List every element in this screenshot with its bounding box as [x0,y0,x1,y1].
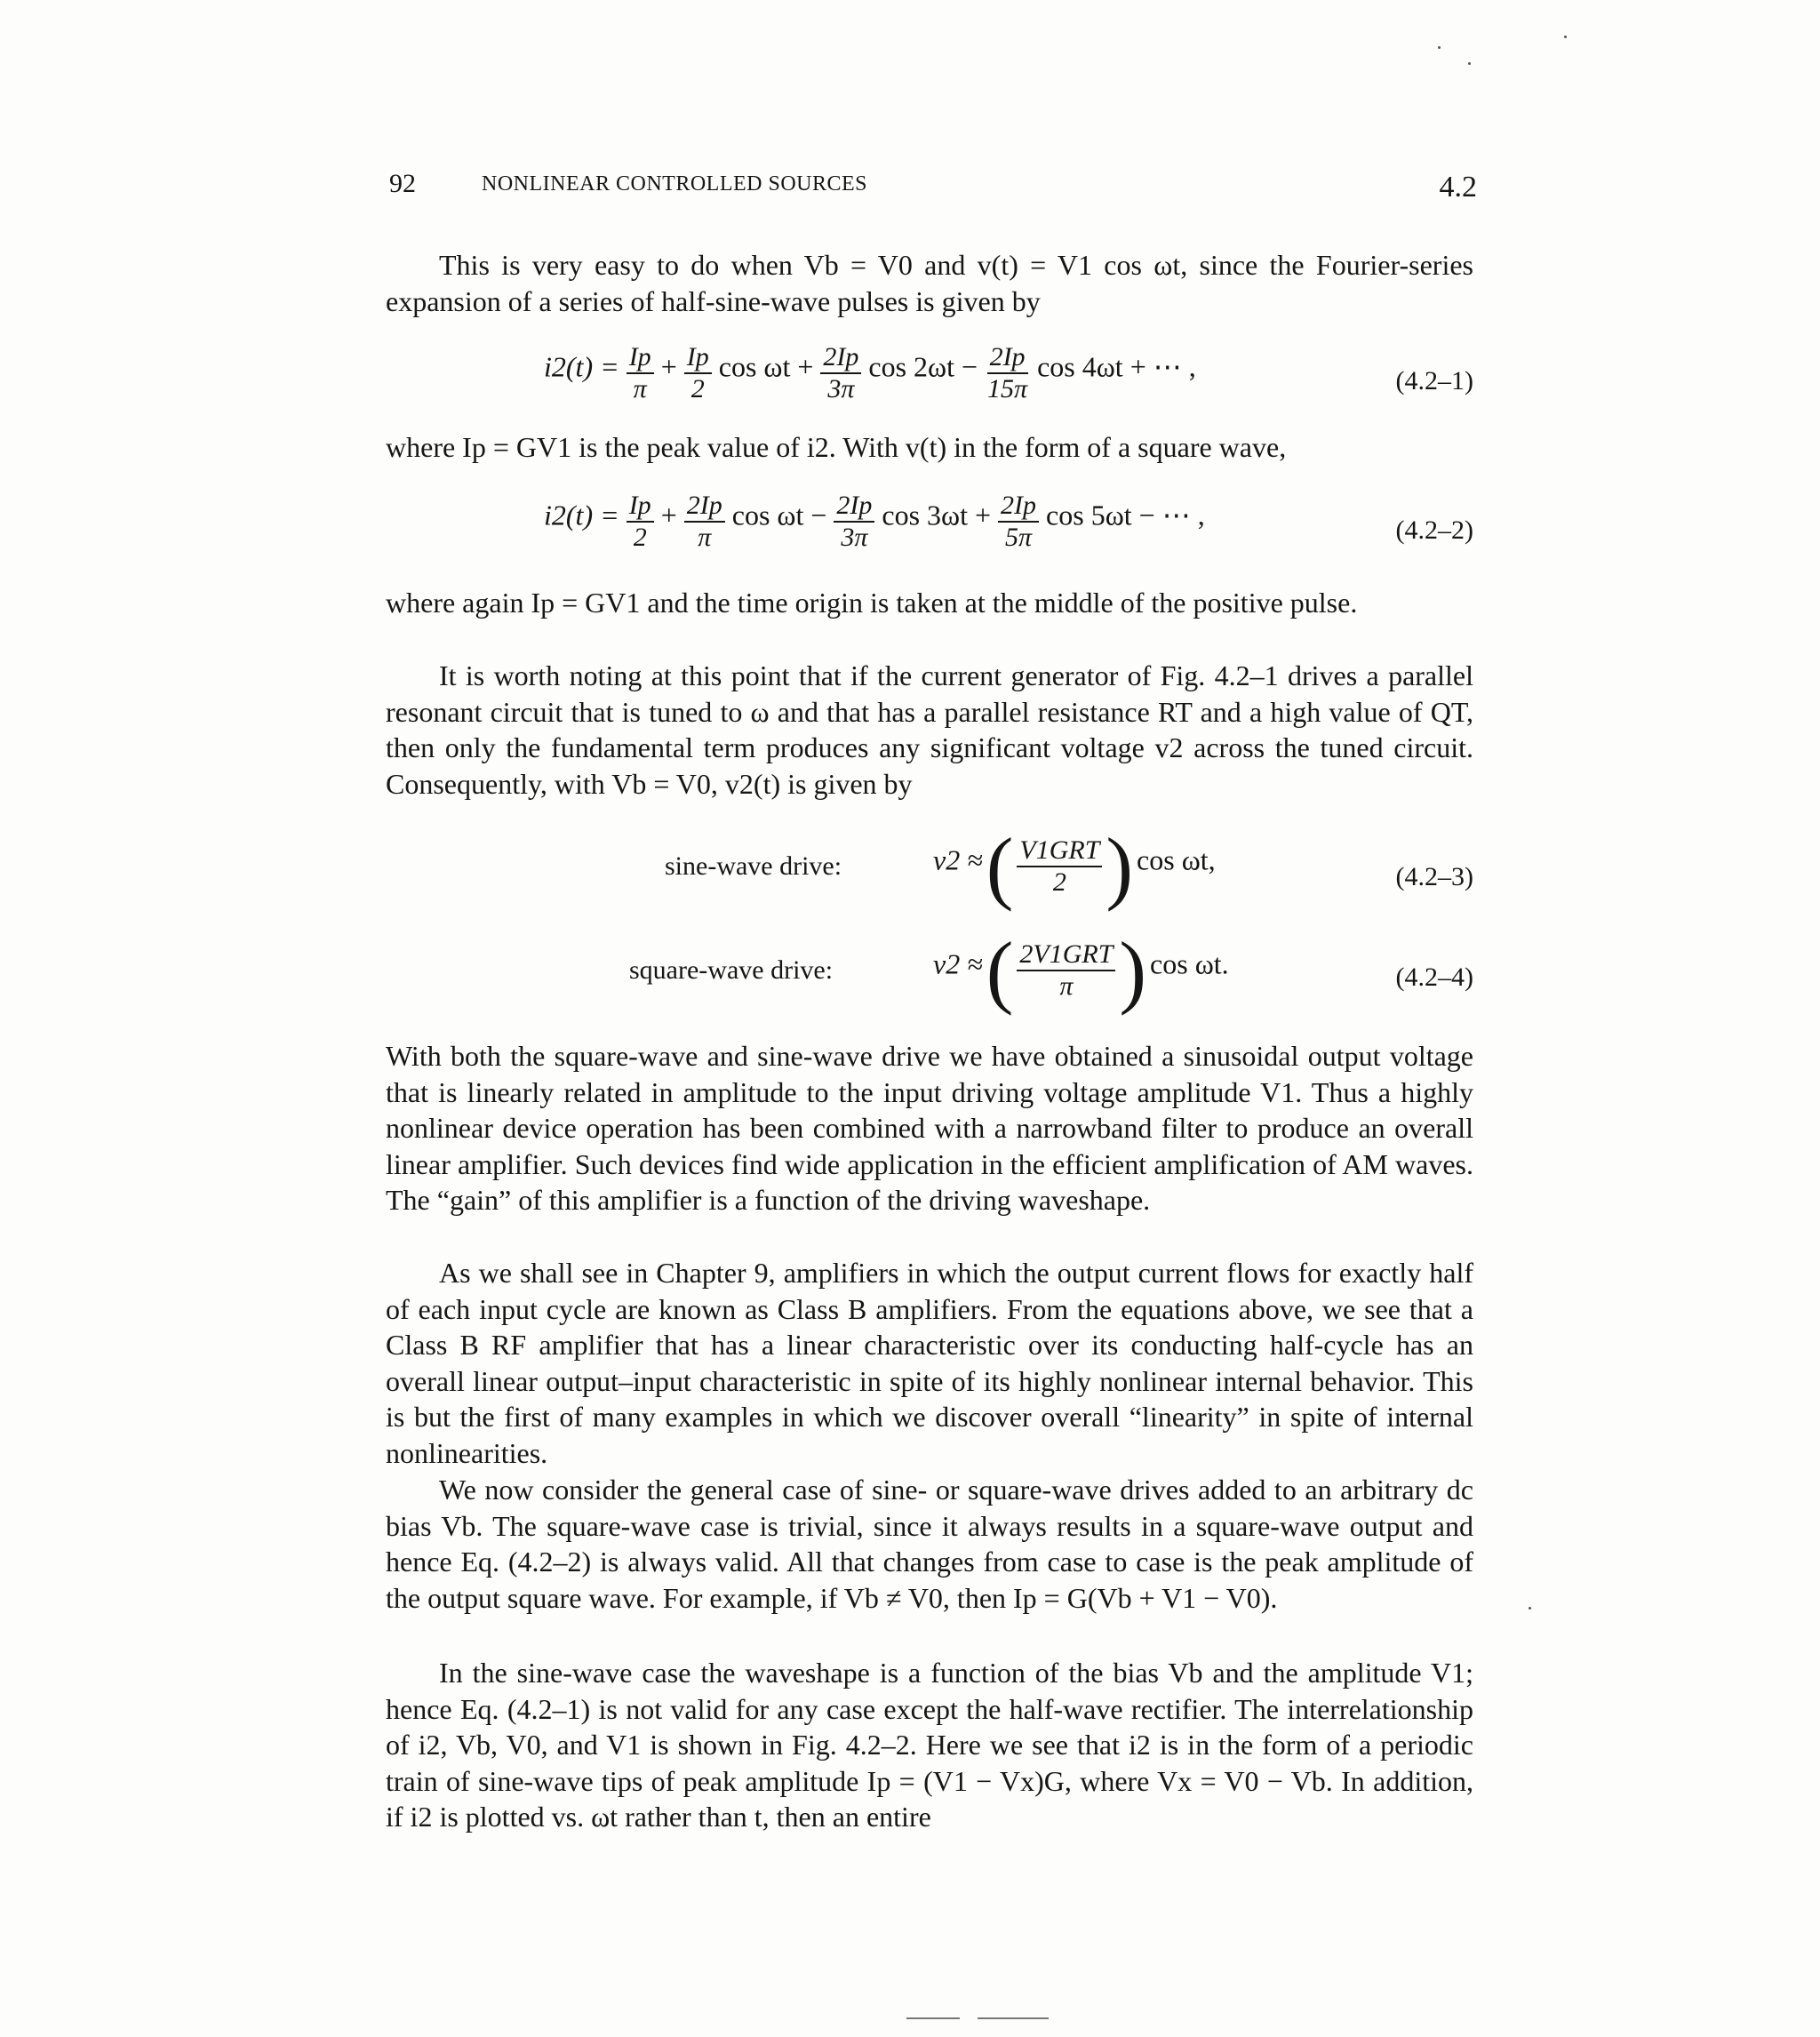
scan-speck [1564,36,1567,38]
scan-speck [1438,46,1441,49]
paragraph-linear-amplifier: With both the square-wave and sine-wave drive we have obtained a sinusoidal output voltage that is linearly related in amplitude to the input driving voltage amplitude V1. Thus a highly nonlinear device operation has been combined with a narrowband filter to produce an overall linear amplifier. Such devices find wide application in the efficient amplification of AM waves. The “gain” of this amplifier is a function of the driving waveshape. [386,1040,1473,1216]
equation-number-4-2-1: (4.2–1) [1395,366,1473,395]
paragraph-class-b: As we shall see in Chapter 9, amplifiers in which the output current flows for exactly half of each input cycle are known as Class B amplifiers. From the equations above, we see that a Class B RF amplifier that has a linear characteristic over its conducting half-cycle has an overall linear output–input characteristic in spite of its highly nonlinear internal behavior. This is but the first of many examples in which we discover overall “linearity” in spite of internal nonlinearities. [386,1257,1473,1469]
scan-edge-mark [906,2017,960,2019]
eq1-frac-3: $\frac{2Ip}{3\pi}$ [820,342,861,404]
eq3-lhs: v2 ≈ [933,843,983,876]
page-header [389,169,1477,204]
scan-speck [1529,1607,1531,1610]
equation-number-4-2-4: (4.2–4) [1395,963,1473,992]
eq2-frac-1: $\frac{Ip}{2}$ [627,491,654,553]
eq3-frac: $\frac{\text{V1GRT}}{2}$ [1017,835,1102,898]
equation-number-4-2-2: (4.2–2) [1395,515,1473,545]
equation-number-4-2-3: (4.2–3) [1395,862,1473,891]
eq1-lhs: i2(t) = [544,350,619,383]
label-square-wave-drive: square-wave drive: [629,955,834,985]
equation-4-2-3: v2 ≈ ( $\frac{\text{V1GRT}}{2}$ ) cos ωt, [933,821,1216,912]
eq1-frac-1: $\frac{Ip}{\pi}$ [627,342,654,404]
section-number: 4.2 [1439,171,1477,204]
paragraph-sine-wave-case: In the sine-wave case the waveshape is a function of the bias Vb and the amplitude V1; hence Eq. (4.2–1) is not valid for any case except the half-wave rectifier. The interrelationship of i2, Vb, V0, and V1 is shown in Fig. 4.2–2. Here we see that i2 is in the form of a periodic train of sine-wave tips of peak amplitude Ip = (V1 − Vx)G, where Vx = V0 − Vb. In addition, if i2 is plotted vs. ωt rather than t, then an entire [386,1657,1473,1833]
equation-4-2-2: i2(t) = $\frac{Ip}{2}$ + $\frac{2Ip}{\pi}$ cos ωt − $\frac{2Ip}{3\pi}$ cos 3ωt + $\frac{2Ip}{5\pi}$ cos 5ωt − ⋯ , [544,491,1205,552]
scan-edge-mark [978,2017,1049,2019]
page-number: 92 [389,169,416,198]
eq4-frac: $\frac{\text{2V1GRT}}{\pi}$ [1017,939,1115,1002]
eq1-frac-2: $\frac{Ip}{2}$ [684,342,712,404]
label-sine-wave-drive: sine-wave drive: [665,851,842,881]
paragraph-resonant-circuit: It is worth noting at this point that if the current generator of Fig. 4.2–1 drives a parallel resonant circuit that is tuned to ω and that has a parallel resistance RT and a high value of QT, then only the fundamental term produces any significant voltage v2 across the tuned circuit. Consequently, with Vb = V0, v2(t) is given by [386,659,1473,800]
eq4-lhs: v2 ≈ [933,947,983,980]
equation-4-2-4: v2 ≈ ( $\frac{\text{2V1GRT}}{\pi}$ ) cos ωt. [933,925,1229,1016]
equation-4-2-1: i2(t) = $\frac{Ip}{\pi}$ + $\frac{Ip}{2}$ cos ωt + $\frac{2Ip}{3\pi}$ cos 2ωt − $\frac{2Ip}{15\pi}$ cos 4ωt + ⋯ , [544,342,1196,403]
eq2-frac-4: $\frac{2Ip}{5\pi}$ [998,491,1039,553]
paragraph-general-case: We now consider the general case of sine- or square-wave drives added to an arbitrary dc bias Vb. The square-wave case is trivial, since it always results in a square-wave output and hence Eq. (4.2–2) is always valid. All that changes from case to case is the peak amplitude of the output square wave. For example, if Vb ≠ V0, then Ip = G(Vb + V1 − V0). [386,1474,1473,1614]
eq1-frac-4: $\frac{2Ip}{15\pi}$ [987,342,1028,403]
paragraph-fourier-intro: This is very easy to do when Vb = V0 and v(t) = V1 cos ωt, since the Fourier-series expansion of a series of half-sine-wave pulses is given by [386,249,1473,317]
eq2-lhs: i2(t) = [544,499,619,531]
eq2-frac-3: $\frac{2Ip}{3\pi}$ [834,491,874,553]
scan-speck [1468,62,1471,65]
paragraph-time-origin: where again Ip = GV1 and the time origin is taken at the middle of the positive pulse. [386,587,1358,619]
eq2-frac-2: $\frac{2Ip}{\pi}$ [684,491,725,553]
running-title: NONLINEAR CONTROLLED SOURCES [482,172,867,196]
paragraph-peak-value: where Ip = GV1 is the peak value of i2. With v(t) in the form of a square wave, [386,431,1287,463]
